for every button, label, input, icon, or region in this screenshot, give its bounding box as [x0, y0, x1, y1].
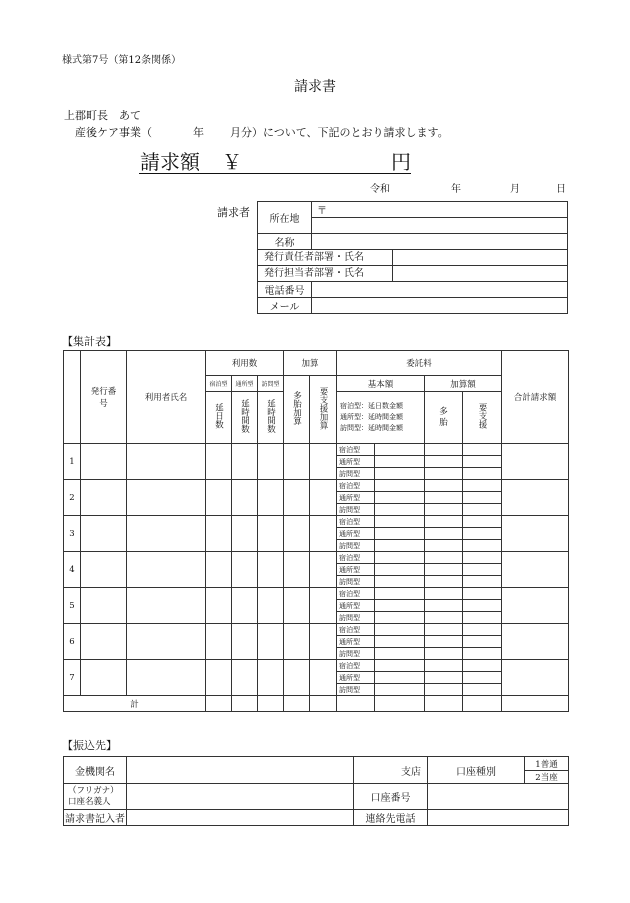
- service-type-label: 訪問型: [337, 468, 375, 480]
- service-type-label: 訪問型: [337, 612, 375, 624]
- fee-cell[interactable]: [463, 660, 502, 672]
- account-type-label: 口座種別: [428, 757, 525, 784]
- statement-year-unit: 年: [193, 126, 204, 139]
- value-cell[interactable]: [206, 480, 232, 516]
- account-type-current[interactable]: 2当座: [525, 771, 569, 784]
- value-cell[interactable]: [206, 444, 232, 480]
- user-name-cell[interactable]: [127, 660, 206, 696]
- row-number: 4: [64, 552, 81, 588]
- value-cell[interactable]: [258, 444, 284, 480]
- filler-label: 請求書記入者: [64, 810, 127, 826]
- support-addition-header: 要支援加算: [310, 376, 337, 444]
- service-type-label: 宿泊型: [337, 588, 375, 600]
- service-type-label: 通所型: [337, 636, 375, 648]
- fee-cell[interactable]: [463, 492, 502, 504]
- value-cell[interactable]: [284, 660, 310, 696]
- value-cell[interactable]: [232, 588, 258, 624]
- value-cell[interactable]: [310, 516, 337, 552]
- summary-row: [64, 516, 569, 528]
- service-type-label: 通所型: [337, 672, 375, 684]
- issue-no-cell[interactable]: [81, 624, 127, 660]
- service-type-label: 訪問型: [337, 504, 375, 516]
- fee-cell[interactable]: [425, 684, 463, 696]
- fee-cell[interactable]: [425, 672, 463, 684]
- value-cell[interactable]: [232, 660, 258, 696]
- fee-cell[interactable]: [425, 552, 463, 564]
- date-year: 年: [451, 184, 461, 195]
- fee-cell[interactable]: [425, 528, 463, 540]
- summary-row: [64, 624, 569, 636]
- summary-row: [64, 588, 569, 600]
- fee-cell[interactable]: [375, 552, 425, 564]
- value-cell[interactable]: [284, 624, 310, 660]
- value-cell[interactable]: [258, 516, 284, 552]
- service-type-label: 宿泊型: [337, 444, 375, 456]
- value-cell[interactable]: [310, 552, 337, 588]
- fee-cell[interactable]: [463, 576, 502, 588]
- fee-cell[interactable]: [375, 612, 425, 624]
- value-cell[interactable]: [232, 480, 258, 516]
- postal-mark: 〒: [317, 206, 327, 217]
- total-cell[interactable]: [284, 696, 310, 712]
- service-type-label: 通所型: [337, 528, 375, 540]
- fee-cell[interactable]: [375, 444, 425, 456]
- fee-cell[interactable]: [375, 576, 425, 588]
- fee-cell[interactable]: [375, 600, 425, 612]
- statement-month-unit: 月分）について、下記のとおり請求します。: [230, 126, 449, 139]
- fee-cell[interactable]: [425, 540, 463, 552]
- service-type-label: 訪問型: [337, 576, 375, 588]
- user-name-header: 利用者氏名: [127, 351, 206, 444]
- service-type-label: 訪問型: [337, 648, 375, 660]
- summary-table: [63, 350, 569, 712]
- user-name-cell[interactable]: [127, 552, 206, 588]
- fee-cell[interactable]: [463, 480, 502, 492]
- account-holder-field[interactable]: [127, 784, 354, 810]
- value-cell[interactable]: [310, 588, 337, 624]
- service-type-label: 通所型: [337, 600, 375, 612]
- row-total-cell[interactable]: [502, 516, 569, 552]
- fee-cell[interactable]: [425, 636, 463, 648]
- fee-cell[interactable]: [463, 516, 502, 528]
- total-cell[interactable]: [375, 696, 425, 712]
- staff-label: 発行担当者部署・氏名: [258, 266, 393, 281]
- value-cell[interactable]: [258, 588, 284, 624]
- usage-daycare-header: 通所型: [232, 376, 258, 392]
- value-cell[interactable]: [206, 588, 232, 624]
- total-label: 計: [64, 696, 206, 712]
- service-type-label: 宿泊型: [337, 660, 375, 672]
- fee-cell[interactable]: [425, 456, 463, 468]
- value-cell[interactable]: [258, 660, 284, 696]
- contact-label: 連絡先電話: [354, 810, 428, 826]
- responsible-field[interactable]: [393, 250, 567, 265]
- basic-fee-description: 宿泊型：延日数金額 通所型：延時間金額 訪問型：延時間金額: [337, 392, 425, 444]
- phone-label: 電話番号: [258, 282, 312, 298]
- total-cell[interactable]: [232, 696, 258, 712]
- claimant-table: [257, 201, 568, 314]
- fee-cell[interactable]: [425, 516, 463, 528]
- yen-sign: ￥: [222, 150, 242, 174]
- fee-cell[interactable]: [463, 552, 502, 564]
- yen-unit: 円: [391, 150, 411, 174]
- service-type-label: 宿泊型: [337, 552, 375, 564]
- bank-table: [63, 756, 569, 826]
- date-era: 令和: [370, 184, 390, 195]
- value-cell[interactable]: [310, 480, 337, 516]
- issue-no-cell[interactable]: [81, 516, 127, 552]
- support-fee-header: 要支援: [463, 392, 502, 444]
- fee-cell[interactable]: [463, 540, 502, 552]
- form-number: 様式第7号（第12条関係）: [62, 55, 182, 66]
- value-cell[interactable]: [310, 624, 337, 660]
- user-name-cell[interactable]: [127, 588, 206, 624]
- account-type-ordinary[interactable]: 1普通: [525, 757, 569, 771]
- fee-cell[interactable]: [375, 492, 425, 504]
- value-cell[interactable]: [232, 516, 258, 552]
- claimant-label: 請求者: [217, 206, 250, 219]
- filler-field[interactable]: [127, 810, 354, 826]
- amount-label: 請求額: [140, 150, 200, 174]
- fee-cell[interactable]: [425, 612, 463, 624]
- fee-cell[interactable]: [375, 468, 425, 480]
- value-cell[interactable]: [258, 552, 284, 588]
- value-cell[interactable]: [206, 516, 232, 552]
- value-cell[interactable]: [232, 444, 258, 480]
- addition-header: 加算: [284, 351, 337, 376]
- fee-cell[interactable]: [375, 564, 425, 576]
- fee-cell[interactable]: [463, 684, 502, 696]
- fee-cell[interactable]: [425, 564, 463, 576]
- user-name-cell[interactable]: [127, 480, 206, 516]
- fee-cell[interactable]: [425, 468, 463, 480]
- fee-cell[interactable]: [375, 480, 425, 492]
- statement-prefix: 産後ケア事業（: [75, 126, 152, 139]
- staff-field[interactable]: [393, 266, 567, 281]
- bank-heading: 【振込先】: [62, 739, 117, 752]
- usage-header: 利用数: [206, 351, 284, 376]
- fee-cell[interactable]: [463, 528, 502, 540]
- date-day: 日: [556, 184, 566, 195]
- visit-hours-unit: 延時間数: [258, 392, 284, 444]
- fee-cell[interactable]: [463, 444, 502, 456]
- row-total-cell[interactable]: [502, 588, 569, 624]
- fee-cell[interactable]: [375, 588, 425, 600]
- value-cell[interactable]: [284, 480, 310, 516]
- summary-row: [64, 660, 569, 672]
- service-type-label: 訪問型: [337, 540, 375, 552]
- user-name-cell[interactable]: [127, 516, 206, 552]
- service-type-label: 宿泊型: [337, 480, 375, 492]
- summary-heading: 【集計表】: [62, 335, 117, 348]
- total-cell[interactable]: [425, 696, 463, 712]
- total-cell[interactable]: [258, 696, 284, 712]
- fee-cell[interactable]: [463, 468, 502, 480]
- fee-cell[interactable]: [425, 588, 463, 600]
- fee-cell[interactable]: [425, 600, 463, 612]
- date-month: 月: [510, 184, 520, 195]
- fee-cell[interactable]: [463, 456, 502, 468]
- fee-cell[interactable]: [375, 648, 425, 660]
- fee-cell[interactable]: [463, 564, 502, 576]
- fee-cell[interactable]: [375, 516, 425, 528]
- fee-cell[interactable]: [375, 624, 425, 636]
- issue-no-header: 発行番号: [81, 351, 127, 444]
- row-number: 3: [64, 516, 81, 552]
- fee-cell[interactable]: [375, 528, 425, 540]
- name-field[interactable]: [312, 234, 568, 250]
- summary-row: [64, 444, 569, 456]
- fee-cell[interactable]: [425, 480, 463, 492]
- email-field[interactable]: [312, 298, 568, 314]
- fee-cell[interactable]: [463, 600, 502, 612]
- summary-row: [64, 552, 569, 564]
- total-cell[interactable]: [463, 696, 502, 712]
- fee-cell[interactable]: [463, 504, 502, 516]
- user-name-cell[interactable]: [127, 624, 206, 660]
- row-total-cell[interactable]: [502, 624, 569, 660]
- address-field[interactable]: [312, 218, 568, 234]
- fee-cell[interactable]: [375, 684, 425, 696]
- value-cell[interactable]: [310, 444, 337, 480]
- fee-cell[interactable]: [425, 576, 463, 588]
- service-type-label: 通所型: [337, 456, 375, 468]
- institution-field[interactable]: [127, 757, 354, 784]
- row-total-cell[interactable]: [502, 552, 569, 588]
- fee-cell[interactable]: [375, 504, 425, 516]
- service-type-label: 訪問型: [337, 684, 375, 696]
- fee-cell[interactable]: [425, 504, 463, 516]
- fee-cell[interactable]: [425, 660, 463, 672]
- service-type-label: 通所型: [337, 492, 375, 504]
- total-header: 合計請求額: [502, 351, 569, 444]
- service-type-label: 通所型: [337, 564, 375, 576]
- name-label: 名称: [258, 234, 312, 250]
- value-cell[interactable]: [232, 624, 258, 660]
- fee-cell[interactable]: [463, 648, 502, 660]
- addressee: 上郡町長 あて: [64, 109, 141, 122]
- fee-cell[interactable]: [375, 672, 425, 684]
- total-cell[interactable]: [502, 696, 569, 712]
- addition-fee-header: 加算額: [425, 376, 502, 392]
- fee-header: 委託料: [337, 351, 502, 376]
- account-number-label: 口座番号: [354, 784, 428, 810]
- fee-cell[interactable]: [425, 492, 463, 504]
- fee-cell[interactable]: [463, 624, 502, 636]
- total-cell[interactable]: [206, 696, 232, 712]
- fee-cell[interactable]: [425, 624, 463, 636]
- document-title: 請求書: [294, 79, 336, 95]
- fee-cell[interactable]: [425, 648, 463, 660]
- basic-fee-header: 基本額: [337, 376, 425, 392]
- value-cell[interactable]: [284, 444, 310, 480]
- multiple-birth-fee-header: 多胎: [425, 392, 463, 444]
- responsible-label: 発行責任者部署・氏名: [258, 250, 393, 265]
- issue-no-cell[interactable]: [81, 660, 127, 696]
- value-cell[interactable]: [284, 588, 310, 624]
- total-cell[interactable]: [310, 696, 337, 712]
- issue-no-cell[interactable]: [81, 480, 127, 516]
- row-number: 5: [64, 588, 81, 624]
- fee-cell[interactable]: [463, 612, 502, 624]
- fee-cell[interactable]: [375, 456, 425, 468]
- postal-code-field[interactable]: [312, 202, 568, 218]
- address-label: 所在地: [258, 202, 312, 234]
- service-type-label: 宿泊型: [337, 516, 375, 528]
- branch-label: 支店: [354, 757, 428, 784]
- row-number: 1: [64, 444, 81, 480]
- fee-cell[interactable]: [375, 540, 425, 552]
- contact-field[interactable]: [428, 810, 569, 826]
- fee-cell[interactable]: [463, 672, 502, 684]
- row-number: 2: [64, 480, 81, 516]
- row-number: 7: [64, 660, 81, 696]
- summary-row: [64, 480, 569, 492]
- fee-cell[interactable]: [375, 660, 425, 672]
- row-total-cell[interactable]: [502, 444, 569, 480]
- daycare-hours-unit: 延時間数: [232, 392, 258, 444]
- fee-cell[interactable]: [463, 588, 502, 600]
- fee-cell[interactable]: [463, 636, 502, 648]
- service-type-label: 宿泊型: [337, 624, 375, 636]
- value-cell[interactable]: [284, 552, 310, 588]
- value-cell[interactable]: [206, 624, 232, 660]
- value-cell[interactable]: [232, 552, 258, 588]
- row-number: 6: [64, 624, 81, 660]
- value-cell[interactable]: [284, 516, 310, 552]
- total-cell[interactable]: [337, 696, 375, 712]
- account-number-field[interactable]: [428, 784, 569, 810]
- user-name-cell[interactable]: [127, 444, 206, 480]
- row-total-cell[interactable]: [502, 660, 569, 696]
- usage-visit-header: 訪問型: [258, 376, 284, 392]
- value-cell[interactable]: [206, 660, 232, 696]
- phone-field[interactable]: [312, 282, 568, 298]
- issue-no-cell[interactable]: [81, 588, 127, 624]
- stay-days-unit: 延日数: [206, 392, 232, 444]
- value-cell[interactable]: [310, 660, 337, 696]
- usage-stay-header: 宿泊型: [206, 376, 232, 392]
- email-label: メール: [258, 298, 312, 314]
- row-number-header: [64, 351, 81, 444]
- issue-no-cell[interactable]: [81, 552, 127, 588]
- value-cell[interactable]: [206, 552, 232, 588]
- fee-cell[interactable]: [425, 444, 463, 456]
- account-holder-label: （フリガナ） 口座名義人: [64, 784, 127, 810]
- fee-cell[interactable]: [375, 636, 425, 648]
- issue-no-cell[interactable]: [81, 444, 127, 480]
- value-cell[interactable]: [258, 624, 284, 660]
- row-total-cell[interactable]: [502, 480, 569, 516]
- institution-label: 金機関名: [64, 757, 127, 784]
- value-cell[interactable]: [258, 480, 284, 516]
- multiple-birth-addition-header: 多胎加算: [284, 376, 310, 444]
